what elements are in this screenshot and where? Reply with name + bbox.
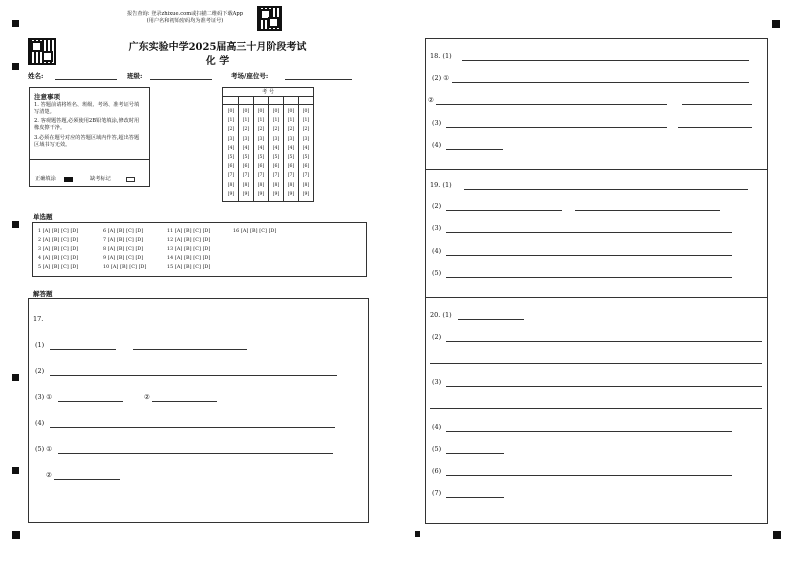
grid-line bbox=[238, 96, 239, 201]
exam-digit-bubble[interactable]: [2] bbox=[242, 127, 250, 133]
grid-line bbox=[283, 96, 284, 201]
exam-digit-bubble[interactable]: [3] bbox=[242, 136, 250, 142]
mc-question-row[interactable]: 9 [A] [B] [C] [D] bbox=[103, 256, 144, 261]
exam-digit-bubble[interactable]: [9] bbox=[257, 191, 265, 197]
exam-digit-bubble[interactable]: [1] bbox=[272, 118, 280, 124]
notice-heading: 注意事项 bbox=[34, 93, 60, 101]
q20-part5-blank[interactable] bbox=[446, 453, 504, 454]
exam-digit-bubble[interactable]: [2] bbox=[287, 127, 295, 133]
timing-mark bbox=[12, 374, 19, 381]
q20-part3-blank-b[interactable] bbox=[430, 408, 762, 409]
q20-part4-label: (4) bbox=[432, 423, 442, 431]
exam-digit-bubble[interactable]: [7] bbox=[227, 173, 235, 179]
exam-digit-bubble[interactable]: [5] bbox=[302, 155, 310, 161]
class-field[interactable] bbox=[150, 79, 212, 80]
notice-box bbox=[29, 87, 150, 187]
room-seat-label: 考场/座位号: bbox=[231, 72, 269, 80]
mc-question-row[interactable]: 2 [A] [B] [C] [D] bbox=[38, 238, 79, 243]
mc-question-row[interactable]: 1 [A] [B] [C] [D] bbox=[38, 229, 79, 234]
exam-digit-bubble[interactable]: [1] bbox=[257, 118, 265, 124]
mc-question-row[interactable]: 13 [A] [B] [C] [D] bbox=[167, 247, 211, 252]
exam-number-grid bbox=[222, 87, 314, 202]
exam-digit-bubble[interactable]: [5] bbox=[272, 155, 280, 161]
exam-digit-bubble[interactable]: [6] bbox=[302, 164, 310, 170]
exam-digit-bubble[interactable]: [3] bbox=[227, 136, 235, 142]
notice-item-2: 2. 客观题答题,必须使用2B铅笔填涂,修改时用橡皮擦干净。 bbox=[34, 118, 140, 131]
exam-digit-bubble[interactable]: [2] bbox=[302, 127, 310, 133]
exam-digit-bubble[interactable]: [2] bbox=[227, 127, 235, 133]
q20-part5-label: (5) bbox=[432, 445, 442, 453]
exam-digit-bubble[interactable]: [7] bbox=[287, 173, 295, 179]
subject-title: 化 学 bbox=[205, 56, 230, 67]
exam-digit-bubble[interactable]: [7] bbox=[242, 173, 250, 179]
exam-digit-bubble[interactable]: [0] bbox=[302, 109, 310, 114]
exam-digit-bubble[interactable]: [3] bbox=[272, 136, 280, 142]
exam-digit-bubble[interactable]: [8] bbox=[287, 182, 295, 188]
q19-q20-divider bbox=[426, 297, 767, 298]
exam-digit-bubble[interactable]: [1] bbox=[302, 118, 310, 124]
exam-digit-bubble[interactable]: [8] bbox=[242, 182, 250, 188]
report-notice-line2: (用户名和初始密码均为准考证号) bbox=[146, 18, 224, 24]
exam-digit-bubble[interactable]: [6] bbox=[287, 164, 295, 170]
timing-mark bbox=[772, 20, 780, 28]
exam-digit-bubble[interactable]: [6] bbox=[272, 164, 280, 170]
exam-digit-bubble[interactable]: [5] bbox=[227, 155, 235, 161]
exam-digit-bubble[interactable]: [3] bbox=[257, 136, 265, 142]
mc-question-row[interactable]: 12 [A] [B] [C] [D] bbox=[167, 238, 211, 243]
q17-number: 17. bbox=[33, 315, 44, 323]
single-choice-box bbox=[32, 222, 367, 277]
exam-digit-bubble[interactable]: [7] bbox=[302, 173, 310, 179]
class-label: 班级: bbox=[127, 72, 143, 80]
exam-number-label: 考 号 bbox=[261, 89, 275, 95]
mc-question-row[interactable]: 6 [A] [B] [C] [D] bbox=[103, 229, 144, 234]
report-notice bbox=[115, 11, 255, 25]
exam-digit-bubble[interactable]: [1] bbox=[287, 118, 295, 124]
report-notice-line1: 报告查询: 登录zhixue.com或扫描二维码下载App bbox=[126, 11, 244, 17]
timing-mark bbox=[12, 63, 19, 70]
answer-heading: 解答题 bbox=[33, 290, 53, 298]
q20-part7-blank[interactable] bbox=[446, 497, 504, 498]
q18-part1-blank[interactable] bbox=[462, 60, 749, 61]
q19-part2-label: (2) bbox=[432, 202, 442, 210]
q17-part3-label: (3) ① bbox=[35, 393, 53, 401]
q20-part7-label: (7) bbox=[432, 489, 442, 497]
exam-digit-bubble[interactable]: [5] bbox=[287, 155, 295, 161]
q19-number: 19. (1) bbox=[430, 181, 452, 189]
room-seat-field[interactable] bbox=[285, 79, 352, 80]
exam-digit-bubble[interactable]: [0] bbox=[272, 109, 280, 114]
exam-digit-bubble[interactable]: [9] bbox=[272, 191, 280, 197]
exam-digit-bubble[interactable]: [0] bbox=[227, 109, 235, 114]
q18-part4-label: (4) bbox=[432, 141, 442, 149]
grid-line bbox=[298, 96, 299, 201]
mc-question-row[interactable]: 5 [A] [B] [C] [D] bbox=[38, 265, 79, 270]
q17-part1-blank-a[interactable] bbox=[50, 349, 116, 350]
q17-part5-label: (5) ① bbox=[35, 445, 53, 453]
q18-part2-label: (2) ① bbox=[432, 74, 450, 82]
q17-part3-blank-a[interactable] bbox=[58, 401, 123, 402]
q20-number: 20. (1) bbox=[430, 311, 452, 319]
exam-digit-bubble[interactable]: [2] bbox=[257, 127, 265, 133]
grid-line bbox=[253, 96, 254, 201]
exam-digit-bubble[interactable]: [4] bbox=[272, 145, 280, 151]
q17-part5b-label: ② bbox=[46, 471, 52, 479]
q20-part6-label: (6) bbox=[432, 467, 442, 475]
exam-digit-column bbox=[300, 107, 312, 199]
timing-mark bbox=[12, 531, 20, 539]
q19-part3-blank[interactable] bbox=[446, 232, 732, 233]
notice-item-3: 3.必须在题号对应的答题区域内作答,超出答题区域书写无效。 bbox=[34, 135, 140, 148]
exam-digit-bubble[interactable]: [4] bbox=[302, 145, 310, 151]
mc-question-row[interactable]: 15 [A] [B] [C] [D] bbox=[167, 265, 211, 270]
q18-number: 18. (1) bbox=[430, 52, 452, 60]
q20-part1-blank[interactable] bbox=[458, 319, 524, 320]
timing-mark bbox=[773, 531, 781, 539]
timing-mark bbox=[12, 20, 19, 27]
notice-divider bbox=[30, 159, 149, 160]
q19-part1-blank[interactable] bbox=[464, 189, 748, 190]
q17-part4-label: (4) bbox=[35, 419, 45, 427]
exam-digit-bubble[interactable]: [5] bbox=[257, 155, 265, 161]
q18-part3-blank-b[interactable] bbox=[678, 127, 752, 128]
exam-digit-column bbox=[225, 107, 237, 199]
q17-part3b-label: ② bbox=[144, 393, 150, 401]
q20-part3-label: (3) bbox=[432, 378, 442, 386]
q19-part5-label: (5) bbox=[432, 269, 442, 277]
mc-question-row[interactable]: 3 [A] [B] [C] [D] bbox=[38, 247, 79, 252]
name-field[interactable] bbox=[55, 79, 117, 80]
single-choice-heading: 单选题 bbox=[33, 213, 53, 221]
q19-part2-blank-b[interactable] bbox=[575, 210, 720, 211]
q18-part2-blank-c[interactable] bbox=[682, 104, 752, 105]
qr-code-left bbox=[28, 38, 56, 65]
exam-digit-bubble[interactable]: [6] bbox=[242, 164, 250, 170]
exam-digit-bubble[interactable]: [5] bbox=[242, 155, 250, 161]
exam-digit-column bbox=[255, 107, 267, 199]
exam-digit-bubble[interactable]: [9] bbox=[287, 191, 295, 197]
q20-part4-blank[interactable] bbox=[446, 431, 732, 432]
exam-digit-bubble[interactable]: [2] bbox=[272, 127, 280, 133]
exam-digit-bubble[interactable]: [8] bbox=[302, 182, 310, 188]
q19-part5-blank[interactable] bbox=[446, 277, 732, 278]
exam-digit-bubble[interactable]: [9] bbox=[302, 191, 310, 197]
exam-digit-bubble[interactable]: [0] bbox=[257, 109, 265, 114]
exam-digit-bubble[interactable]: [0] bbox=[242, 109, 250, 114]
mc-question-row[interactable]: 11 [A] [B] [C] [D] bbox=[167, 229, 211, 234]
exam-digit-bubble[interactable]: [0] bbox=[287, 109, 295, 114]
mc-question-row[interactable]: 4 [A] [B] [C] [D] bbox=[38, 256, 79, 261]
timing-mark bbox=[415, 531, 420, 537]
exam-digit-bubble[interactable]: [8] bbox=[272, 182, 280, 188]
absent-checkbox[interactable] bbox=[126, 177, 135, 182]
name-label: 姓名: bbox=[28, 72, 44, 80]
exam-digit-bubble[interactable]: [3] bbox=[287, 136, 295, 142]
q18-part2-blank-a[interactable] bbox=[452, 82, 749, 83]
exam-digit-bubble[interactable]: [7] bbox=[272, 173, 280, 179]
timing-mark bbox=[12, 467, 19, 474]
exam-digit-bubble[interactable]: [1] bbox=[227, 118, 235, 124]
q18-part3-label: (3) bbox=[432, 119, 442, 127]
exam-digit-bubble[interactable]: [3] bbox=[302, 136, 310, 142]
q20-part6-blank[interactable] bbox=[446, 475, 732, 476]
qr-code-top bbox=[257, 6, 282, 31]
q19-part2-blank-a[interactable] bbox=[446, 210, 562, 211]
mc-question-row[interactable]: 8 [A] [B] [C] [D] bbox=[103, 247, 144, 252]
q17-part4-blank[interactable] bbox=[50, 427, 335, 428]
exam-digit-column bbox=[240, 107, 252, 199]
mc-question-row[interactable]: 16 [A] [B] [C] [D] bbox=[233, 229, 277, 234]
q17-part2-label: (2) bbox=[35, 367, 45, 375]
q17-part1-blank-b[interactable] bbox=[133, 349, 247, 350]
q17-part5-blank-b[interactable] bbox=[54, 479, 120, 480]
q18-part3-blank-a[interactable] bbox=[446, 127, 667, 128]
q18-part2b-label: ② bbox=[428, 96, 434, 104]
q20-part2-blank-a[interactable] bbox=[446, 341, 762, 342]
exam-digit-bubble[interactable]: [7] bbox=[257, 173, 265, 179]
mc-question-row[interactable]: 10 [A] [B] [C] [D] bbox=[103, 265, 147, 270]
exam-digit-bubble[interactable]: [4] bbox=[242, 145, 250, 151]
q18-part4-blank[interactable] bbox=[446, 149, 503, 150]
fill-correct-label: 正确填涂 bbox=[35, 176, 56, 182]
q18-q19-divider bbox=[426, 169, 767, 170]
mc-question-row[interactable]: 14 [A] [B] [C] [D] bbox=[167, 256, 211, 261]
right-answer-box bbox=[425, 38, 768, 524]
exam-digit-bubble[interactable]: [4] bbox=[287, 145, 295, 151]
notice-item-1: 1. 答题前请将姓名、班级、考场、准考证号填写清楚。 bbox=[34, 102, 140, 115]
exam-digit-bubble[interactable]: [9] bbox=[242, 191, 250, 197]
q19-part3-label: (3) bbox=[432, 224, 442, 232]
q17-part5-blank-a[interactable] bbox=[58, 453, 333, 454]
exam-digit-column bbox=[270, 107, 282, 199]
page-title: 广东实验中学2025届高三十月阶段考试 bbox=[128, 42, 307, 53]
exam-digit-bubble[interactable]: [8] bbox=[227, 182, 235, 188]
exam-digit-bubble[interactable]: [4] bbox=[257, 145, 265, 151]
exam-digit-bubble[interactable]: [9] bbox=[227, 191, 235, 197]
q18-part2-blank-b[interactable] bbox=[436, 104, 667, 105]
q20-part3-blank-a[interactable] bbox=[446, 386, 762, 387]
q17-part2-blank[interactable] bbox=[50, 375, 337, 376]
q17-answer-box bbox=[28, 298, 369, 523]
q20-part2-label: (2) bbox=[432, 333, 442, 341]
q17-part1-label: (1) bbox=[35, 341, 45, 349]
fill-correct-sample bbox=[64, 177, 73, 182]
mc-question-row[interactable]: 7 [A] [B] [C] [D] bbox=[103, 238, 144, 243]
grid-line bbox=[268, 96, 269, 201]
absent-label: 缺考标记 bbox=[90, 176, 111, 182]
q19-part4-blank[interactable] bbox=[446, 255, 732, 256]
exam-digit-bubble[interactable]: [1] bbox=[242, 118, 250, 124]
exam-digit-bubble[interactable]: [4] bbox=[227, 145, 235, 151]
exam-digit-bubble[interactable]: [8] bbox=[257, 182, 265, 188]
timing-mark bbox=[12, 221, 19, 228]
q17-part3-blank-b[interactable] bbox=[152, 401, 217, 402]
q20-part2-blank-b[interactable] bbox=[430, 363, 762, 364]
exam-digit-column bbox=[285, 107, 297, 199]
exam-digit-bubble[interactable]: [6] bbox=[227, 164, 235, 170]
exam-digit-bubble[interactable]: [6] bbox=[257, 164, 265, 170]
q19-part4-label: (4) bbox=[432, 247, 442, 255]
